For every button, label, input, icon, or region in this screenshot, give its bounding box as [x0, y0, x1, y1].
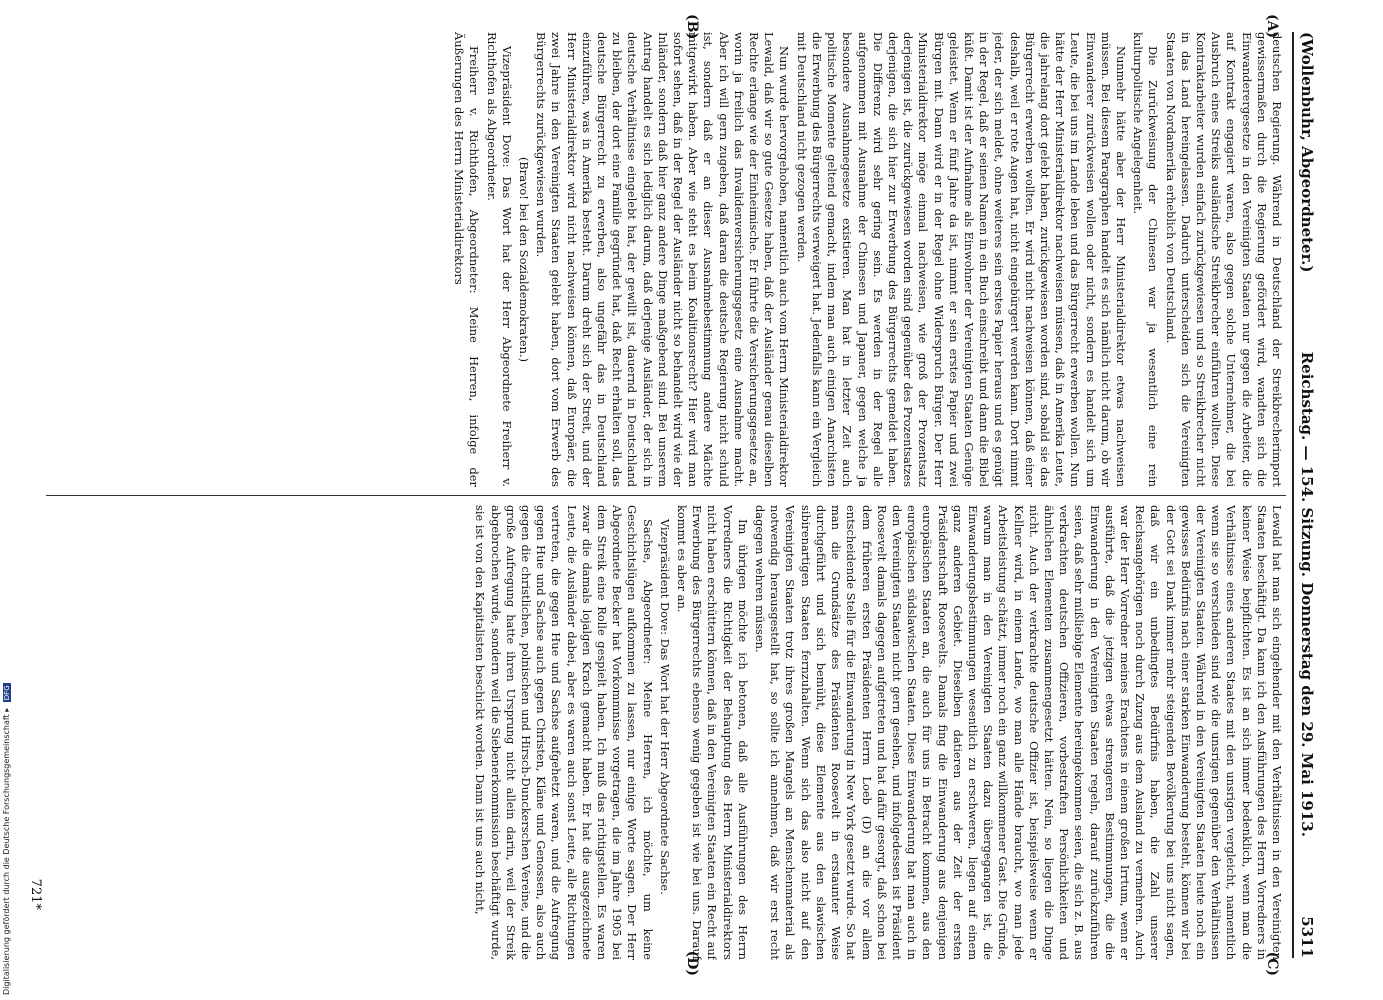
left-column: [54, 32, 1284, 487]
dfg-logo: DFG: [3, 685, 11, 701]
page-number: 5311: [1298, 916, 1316, 958]
right-column: [54, 505, 1284, 960]
footer-number: 721*: [28, 878, 43, 910]
paragraph: (Bravo! bei den Sozialdemokraten.): [517, 156, 532, 363]
document-page: [20, 14, 1320, 976]
paragraph: Nun wurde hervorgehoben, namentlich auch vom Herrn Ministerialdirektor Lewald, daß wir so gute Gesetze haben, daß der Ausländer genau dieselben Rechte erlange wie der Einheimische. Er führte die Versicherungsgesetze an, worin ja freilich das Invalidenversicherungsgesetz eine Ausnahme macht. Aber ich will gern zugeben, daß daran die deutsche Regierung nicht schuld ist, sondern daß er an dieser Ausnahmebestimmung andere Mächte mitgewirkt haben. Aber wie steht es beim Koalitionsrecht? Hier wird man sofort sehen, daß in der Regel der Ausländer nicht so behandelt wird wie der Inländer, sondern daß hier ganz andere Dinge maßgebend sind. Bei unserem Antrag handelt es sich lediglich darum, daß derjenige Ausländer, der sich in deutsche Verhältnisse eingelebt hat, der gewillt ist, dauernd in Deutschland zu bleiben, der dort eine Familie gegründet hat, daß Recht erhalten soll, das deutsche Bürgerrecht zu erwerben, also ungefähr das in Deutschland einzuführen, was in Amerika besteht. Darum dreht sich der Streit, und der Herr Ministerialdirektor wird nicht nachweisen können, daß Europäer, die zwei Jahre in den Vereinigten Staaten gelebt haben, dort vom Erwerb des Bürgerrechts zurückgewiesen wurden.: [534, 32, 792, 487]
header-left: (Wollenbuhr, Abgeordneter.): [1298, 32, 1316, 273]
margin-marker-c: (C): [1264, 951, 1280, 976]
paragraph: Nunmehr hätte aber der Herr Ministerialdirektor etwas nachweisen müssen. Bei diesem Paragraphen handelt es sich nämlich nicht darum, ob wir Einwanderer zurückweisen wollen oder nicht, sondern es handelt sich um Leute, die bei uns im Lande leben und das Bürgerrecht erwerben wollen. Nun hätte der Herr Ministerialdirektor nachweisen müssen, daß in Amerika Leute, die jahrelang dort gelebt haben, zurückgewiesen worden sind, sobald sie das Bürgerrecht erwerben wollten. Er wird nicht nachweisen können, daß einer deshalb, weil er rote Augen hat, nicht eingebürgert werden kann. Dort nimmt jeder, der sich meldet, ohne weiteres sein erstes Papier heraus und es genügt in der Regel, daß er seinen Namen in ein Buch einschreibt und dann die Bibel küßt. Damit ist der Aufnahme als Einwohner der Vereinigten Staaten Genüge geleistet. Wenn er fünf Jahre da ist, nimmt er sein erstes Papier und zwei Bürgen mit. Dann wird er in der Regel ohne Widerspruch Bürger. Der Herr Ministerialdirektor möge einmal nachweisen, wie groß der Prozentsatz derjenigen ist, die zurückgewiesen worden sind gegenüber des Prozentsatzes derjenigen, die sich hier zur Erwerbung des Bürgerrechts gemeldet haben. Die Differenz wird sehr gering sein. Es werden in der Regel alle aufgenommen mit Ausnahme der Chinesen und Japaner, gegen welche ja besondere Ausnahmegesetze existieren. Man hat in letzter Zeit auch politische Momente geltend gemacht, indem man auch einigen Anarchisten die Erwerbung des Bürgerrechts verweigert hat. Jedenfalls kann ein Vergleich mit Deutschland nicht gezogen werden.: [794, 32, 1128, 487]
paragraph: Im übrigen möchte ich betonen, daß alle Ausführungen des Herrn Vorredners die Richtigkeit der Behauptung des Herrn Ministerialdirektors nicht haben erschüttern können, daß in den Vereinigten Staaten ein Recht auf Erwerbung des Bürgerrechts ebenso wenig gegeben ist wie bei uns. Darauf kommt es aber an.: [675, 505, 750, 960]
margin-marker-a: (A): [1264, 14, 1280, 39]
paragraph: Vizepräsident Dove: Das Wort hat der Herr Abgeordnete Freiherr v. Richthofen als Abgeordneter.: [484, 32, 514, 487]
digitization-text: Digitalisierung gefördert durch die Deutsche Forschungsgemeinschaft ▸: [2, 707, 11, 995]
digitization-note: [2, 683, 11, 995]
paragraph: Lewald hat man sich eingehender mit den Verhältnissen in den Vereinigten Staaten beschäftigt. Da kann ich den Ausführungen des Herrn Vorredners in keiner Weise beipflichten. Es ist an sich immer bedenklich, wenn man die Verhältnisse eines anderen Staates mit den unsrigen vergleicht, namentlich wenn sie so verschieden sind wie die unsrigen gegenüber den Verhältnissen der Vereinigten Staaten. Während in den Vereinigten Staaten heute noch ein gewisses Bedürfnis nach einer starken Einwanderung besteht, können wir bei der Gott sei Dank immer mehr steigenden Bevölkerung bei uns nicht sagen, daß wir ein unbedingtes Bedürfnis haben, die Zahl unserer Reichsangehörigen noch durch Zuzug aus dem Ausland zu vermehren. Auch war der Herr Vorredner meines Erachtens in einem großen Irrtum, wenn er ausführte, daß die jetzigen etwas strengeren Bestimmungen, die die Einwanderung in den Vereinigten Staaten regeln, darauf zurückzuführen seien, daß sehr mißliebige Elemente hereingekommen seien, die sich z. B. aus verkrachten deutschen Offizieren, vorbestraften Persönlichkeiten und ähnlichen Elementen zusammengesetzt hätten. Nein, so liegen die Dinge nicht. Auch der verkrachte deutsche Offizier ist, beispielsweise wenn er Kellner wird, in einem Lande, wo man alle Hände braucht, wo man jede Arbeitsleistung schätzt, immer noch ein ganz willkommener Gast. Die Gründe, warum man in den Vereinigten Staaten dazu übergegangen ist, die Einwanderungsbestimmungen wesentlich zu erschweren, liegen auf einem ganz anderen Gebiet. Dieselben datieren aus der Zeit der ersten Präsidentschaft Roosevelts. Damals fing die Einwanderung aus denjenigen europäischen Staaten an, die auch für uns in Betracht kommen, aus den europäischen südslawischen Staaten. Diese Einwanderung hat man auch in den Vereinigten Staaten nicht gern gesehen, und infolgedessen ist Präsident Roosevelt damals dagegen aufgetreten und hat dafür gesorgt, daß schon bei dem früheren ersten Präsidenten Herrn Loeb (D) an die vor allem entscheidende Stelle für die Einwanderung in New York gesetzt wurde. So hat man die Grundsätze des Präsidenten Roosevelt in erstaunter Weise durchgeführt und sich bemüht, diese Elemente aus den slawischen sibirenartigen Staaten fernzuhalten. Wenn sich das also nicht auf den Vereinigten Staaten trotz ihres großen Mangels an Menschenmaterial als notwendig herausgestellt hat, so sollte ich annehmen, daß wir erst recht dagegen wehren müssen.: [753, 505, 1284, 960]
paragraph: Freiherr v. Richthofen, Abgeordneter: Meine Herren, infolge der Äußerungen des Herrn Ministerialdirektors: [452, 32, 482, 487]
paragraph: deutschen Regierung. Während in Deutschland der Streikbrecherimport gewissermaßen durch die Regierung gefördert wird, wandten sich die Einwanderergesetze in den Vereinigten Staaten nur gegen die Arbeiter, die auf Kontrakt engagiert waren, also gegen solche Unternehmer, die bei Ausbruch eines Streiks ausländische Streikbrecher einführen wollten. Diese Kontraktarbeiter wurden einfach zurückgewiesen und so Streikbrecher nicht in das Land hereingelassen. Dadurch unterscheiden sich die Vereinigten Staaten von Nordamerika erheblich von Deutschland.: [1163, 32, 1284, 487]
margin-marker-d: (D): [684, 950, 700, 976]
paragraph: Vizepräsident Dove: Das Wort hat der Herr Abgeordnete Sachse.: [657, 519, 672, 895]
header-center: Reichstag. — 154. Sitzung. Donnerstag den 29. Mai 1913.: [1298, 351, 1316, 837]
paragraph: Sachse, Abgeordneter: Meine Herren, ich möchte, um keine Geschichtslügen aufkommen zu lassen, nur einige Worte sagen. Der Herr Abgeordnete Becker hat Vorkommnisse vorgetragen, die im Jahre 1905 bei dem Streik eine Rolle gespielt haben. Ich muß das richtigstellen. Es waren zwar die damals lojalgen Krach gemacht haben. Er hat die ausgezeichnete Leute, die Ausländer dabei, aber es waren auch sonst Leute, alle Richtungen vertreten, die gegen Hue und Sachse aufgehetzt waren, und die Aufregung gegen Hue und Sachse auch gegen Christen, Kläne und Genossen, also auch gegen die christlichen, polnischen und Hirsch-Dunckerschen Vereine, und die große Aufregung hatte ihren Ursprung nicht allein darin, weil der Streik abgebrochen wurde, sondern weil die Siebenerkommission beschäftigt wurde, sie ist von den Kapitalisten beschickt worden. Dann ist uns auch nicht,: [473, 505, 655, 960]
column-divider: [46, 495, 1286, 496]
margin-marker-b: (B): [684, 14, 700, 40]
page-header: [1292, 32, 1320, 958]
paragraph: Die Zurückweisung der Chinesen war ja wesentlich eine rein kulturpolitische Angelegenheit.: [1131, 32, 1161, 487]
